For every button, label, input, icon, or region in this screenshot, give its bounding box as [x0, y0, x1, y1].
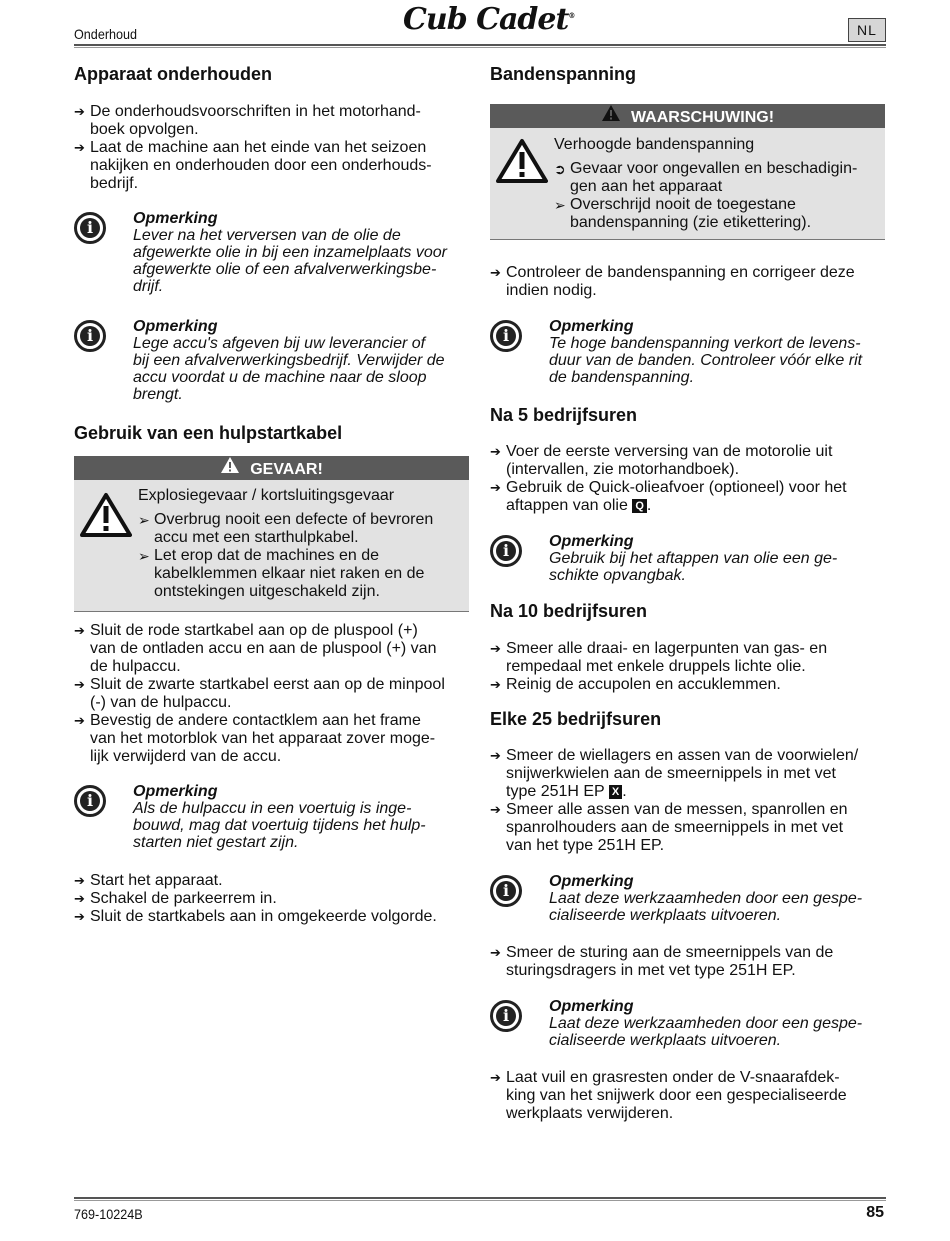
- list-item: ➔ Bevestig de andere contactklem aan het frame van het motorblok van het apparaat zover moge- lijk verwijderd van de accu.: [74, 712, 436, 765]
- list-item: ➔ Reinig de accupolen en accuklemmen.: [490, 676, 781, 693]
- header-rule-thin: [74, 47, 886, 48]
- warning-item: ➢ Let erop dat de machines en de kabelklemmen elkaar niet raken en de ontstekingen uitgeschakeld zijn.: [138, 547, 425, 600]
- list-jumpstart-steps: [74, 622, 445, 766]
- arrow-bullet-icon: ➔: [490, 265, 501, 280]
- warning-triangle-icon: [601, 104, 621, 130]
- note-body: Laat deze werkzaamheden door een gespe- cialiseerde werkplaats uitvoeren.: [549, 890, 863, 924]
- arrow-bullet-icon: ➔: [74, 623, 85, 638]
- note-body: Als de hulpaccu in een voertuig is inge- bouwd, mag dat voertuig tijdens het hulp- starten niet gestart zijn.: [133, 800, 426, 851]
- warning-label: WAARSCHUWING!: [630, 109, 775, 126]
- list-jumpstart-final: [74, 872, 437, 926]
- arrow-bullet-icon: ➔: [74, 909, 85, 924]
- note-body: Gebruik bij het aftappen van olie een ge- schikte opvangbak.: [549, 550, 838, 584]
- note-title: Opmerking: [133, 783, 218, 800]
- arrow-bullet-icon: ➔: [74, 891, 85, 906]
- symbol-q: Q: [632, 499, 647, 513]
- note-title: Opmerking: [133, 318, 218, 335]
- list-item: ➔ Smeer de sturing aan de smeernippels van de sturingsdragers in met vet type 251H EP.: [490, 944, 834, 979]
- list-item: ➔ Sluit de startkabels aan in omgekeerde volgorde.: [74, 908, 437, 925]
- list-item: ➔ Sluit de rode startkabel aan op de pluspool (+) van de ontladen accu en aan de pluspool (+) van de hulpaccu.: [74, 622, 437, 675]
- page-number: 85: [866, 1204, 884, 1221]
- list-item: ➔ Laat de machine aan het einde van het seizoen nakijken en onderhouden door een onderhouds- bedrijf.: [74, 139, 432, 192]
- heading-elke-25-bedrijfsuren: Elke 25 bedrijfsuren: [490, 709, 662, 729]
- pointer-bullet-icon: ➢: [138, 512, 150, 528]
- list-item: ➔ Start het apparaat.: [74, 872, 223, 889]
- list-item: ➔ Schakel de parkeerrem in.: [74, 890, 277, 907]
- list-v-belt: [490, 1069, 847, 1123]
- arrow-bullet-icon: ➔: [74, 104, 85, 119]
- note-body: Laat deze werkzaamheden door een gespe- cialiseerde werkplaats uitvoeren.: [549, 1015, 863, 1049]
- language-badge: NL: [848, 18, 886, 42]
- info-icon: i: [490, 1000, 522, 1032]
- heading-hulpstartkabel: Gebruik van een hulpstartkabel: [74, 423, 343, 443]
- info-icon: i: [74, 785, 106, 817]
- arrow-bullet-icon: ➔: [74, 873, 85, 888]
- warning-box: [490, 104, 885, 240]
- danger-items: [138, 511, 433, 601]
- note-body: Lever na het verversen van de olie de afgewerkte olie in bij een inzamelplaats voor afgewerkte olie of een afvalverwerkingsbe- drijf.: [133, 227, 447, 295]
- heading-na-10-bedrijfsuren: Na 10 bedrijfsuren: [490, 601, 648, 621]
- arrow-bullet-icon: ➔: [74, 140, 85, 155]
- doc-number: 769-10224B: [74, 1206, 143, 1222]
- header-rule: [74, 44, 886, 46]
- note-body: Lege accu's afgeven bij uw leverancier of bij een afvalverwerkingsbedrijf. Verwijder de accu voordat u de machine naar de sloop brengt.: [133, 335, 445, 403]
- section-header: Onderhoud: [74, 26, 138, 42]
- heading-na-5-bedrijfsuren: Na 5 bedrijfsuren: [490, 405, 638, 425]
- list-item: ➔ Smeer alle assen van de messen, spanrollen en spanrolhouders aan de smeernippels in met vet van het type 251H EP.: [490, 801, 848, 854]
- note-title: Opmerking: [549, 873, 634, 890]
- warning-triangle-icon: [80, 492, 132, 543]
- note-body: Te hoge bandenspanning verkort de levens- duur van de banden. Controleer vóór elke rit de bandenspanning.: [549, 335, 863, 386]
- arrow-bullet-icon: ➔: [74, 677, 85, 692]
- info-icon: i: [490, 320, 522, 352]
- note-title: Opmerking: [549, 533, 634, 550]
- list-item: ➔ Sluit de zwarte startkabel eerst aan op de minpool (-) van de hulpaccu.: [74, 676, 445, 711]
- warning-triangle-icon: [220, 456, 240, 482]
- warning-lead: Verhoogde bandenspanning: [554, 136, 755, 153]
- list-elke-25: [490, 747, 858, 855]
- heading-bandenspanning: Bandenspanning: [490, 64, 637, 84]
- arrow-bullet-icon: ➔: [490, 641, 501, 656]
- warning-item: ➲ Gevaar voor ongevallen en beschadigin- gen aan het apparaat: [554, 160, 858, 195]
- note-title: Opmerking: [549, 318, 634, 335]
- list-bandenspanning: [490, 264, 855, 300]
- info-icon: i: [74, 212, 106, 244]
- list-steering: [490, 944, 833, 980]
- brand-logo: Cub Cadet®: [403, 2, 575, 37]
- footer-rule-thin: [74, 1200, 886, 1201]
- danger-box: [74, 456, 469, 612]
- warning-item: ➢ Overbrug nooit een defecte of bevroren accu met een starthulpkabel.: [138, 511, 434, 546]
- pointer-bullet-icon: ➢: [138, 548, 150, 564]
- info-icon: i: [490, 535, 522, 567]
- list-item: ➔ Laat vuil en grasresten onder de V-snaarafdek- king van het snijwerk door een gespecialiseerde werkplaats verwijderen.: [490, 1069, 847, 1122]
- list-na-5: [490, 443, 847, 515]
- list-item: ➔ Smeer alle draai- en lagerpunten van gas- en rempedaal met enkele druppels lichte olie.: [490, 640, 828, 675]
- warning-item: ➢ Overschrijd nooit de toegestane bandenspanning (zie etikettering).: [554, 196, 812, 231]
- info-icon: i: [490, 875, 522, 907]
- warning-bar: [490, 104, 885, 128]
- danger-label: GEVAAR!: [250, 461, 323, 478]
- list-item: ➔ De onderhoudsvoorschriften in het motorhand- boek opvolgen.: [74, 103, 421, 138]
- pointer-bullet-icon: ➲: [554, 161, 566, 177]
- list-apparaat-onderhouden: [74, 103, 432, 193]
- danger-bar: [74, 456, 469, 480]
- info-icon: i: [74, 320, 106, 352]
- list-na-10: [490, 640, 827, 694]
- heading-apparaat-onderhouden: Apparaat onderhouden: [74, 64, 273, 84]
- footer-rule: [74, 1197, 886, 1199]
- danger-lead: Explosiegevaar / kortsluitingsgevaar: [138, 487, 395, 504]
- arrow-bullet-icon: ➔: [490, 677, 501, 692]
- arrow-bullet-icon: ➔: [74, 713, 85, 728]
- list-item: ➔ Controleer de bandenspanning en corrigeer deze indien nodig.: [490, 264, 855, 299]
- note-title: Opmerking: [549, 998, 634, 1015]
- symbol-x: X: [609, 785, 622, 799]
- pointer-bullet-icon: ➢: [554, 197, 566, 213]
- warning-triangle-icon: [496, 138, 548, 189]
- list-item: ➔ Smeer de wiellagers en assen van de voorwielen/ snijwerkwielen aan de smeernippels in met vet type 251H EP X .: [490, 747, 859, 800]
- list-item: ➔ Voer de eerste verversing van de motorolie uit (intervallen, zie motorhandboek).: [490, 443, 833, 478]
- warning-items: [554, 160, 857, 232]
- list-item: ➔ Gebruik de Quick-olieafvoer (optioneel) voor het aftappen van olie Q .: [490, 479, 847, 514]
- note-title: Opmerking: [133, 210, 218, 227]
